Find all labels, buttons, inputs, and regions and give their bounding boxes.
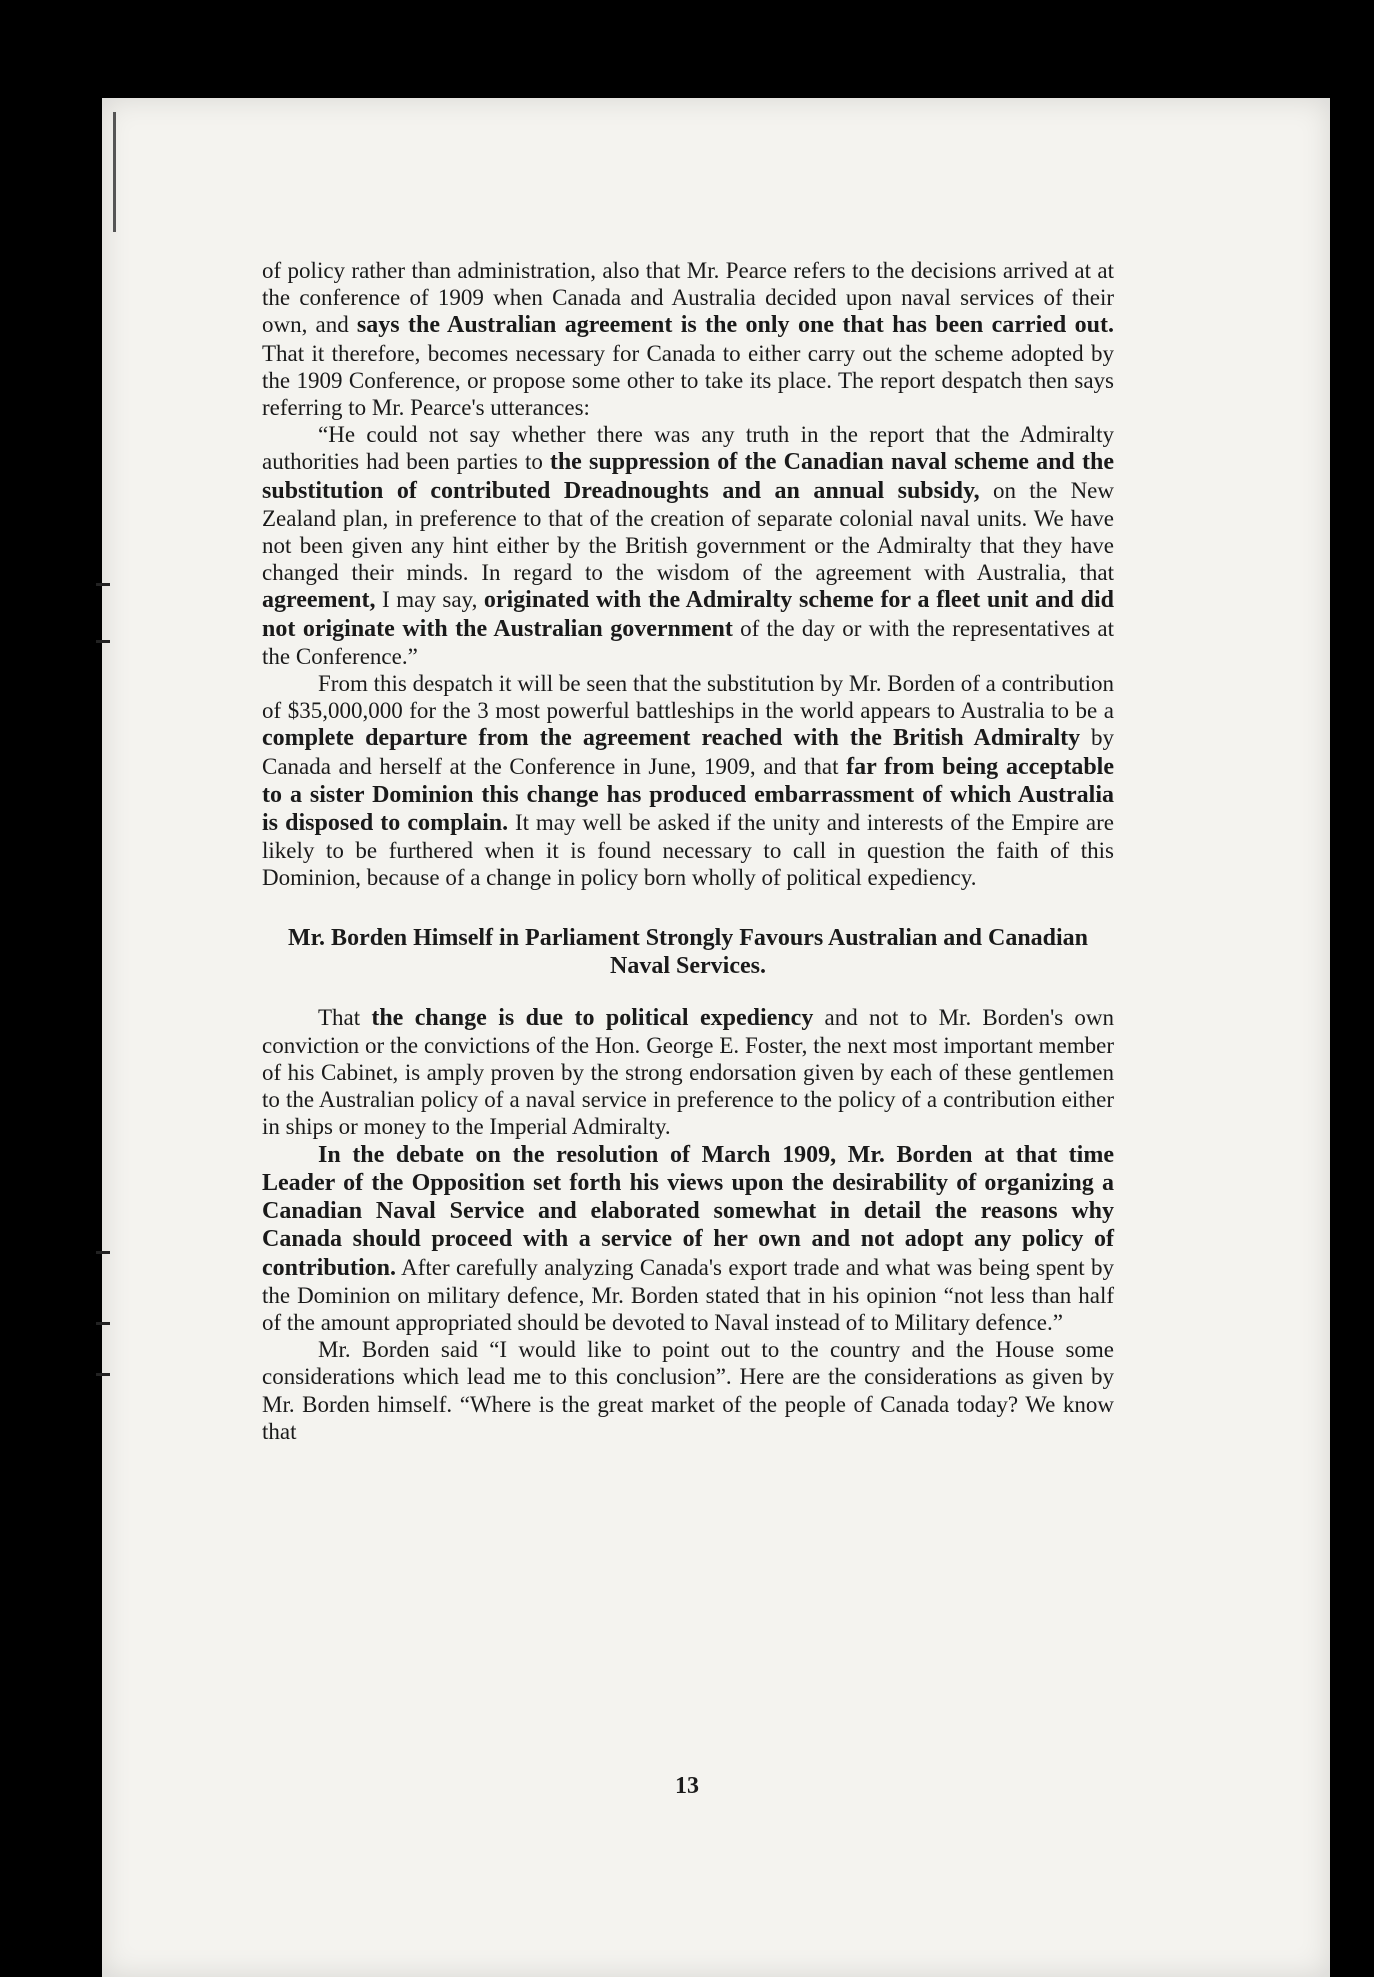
bold-text: Mr. Borden Himself in Parliament Strongly Favours Australian and Canadian Naval Services. [287, 924, 1089, 979]
bold-text: originated with the Admiralty scheme for a fleet unit and did not originate with the Australian government [262, 587, 1114, 642]
bold-text: far from being acceptable to a sister Dominion this change has produced embarrassment of which Australia is disposed to complain. [262, 753, 1114, 837]
page-number: 13 [675, 1773, 699, 1799]
margin-mark [96, 583, 110, 586]
bold-text: In the debate on the resolution of March 1909, Mr. Borden at that time Leader of the Opposition set forth his views upon the desirability of organizing a Canadian Naval Service and elaborated somewhat in detail the reasons why Canada should proceed with a service of her own and not adopt any policy of contribution. [262, 1141, 1114, 1281]
text-run: It may well be asked if the unity and interests of the Empire are likely to be furthered when it is found necessary to call in question the faith of this Dominion, because of a change in policy born wholly of political expediency. [262, 810, 1115, 891]
paragraph [262, 1141, 1114, 1336]
bold-text: the change is due to political expediency [371, 1004, 814, 1031]
text-run: That it therefore, becomes necessary for Canada to either carry out the scheme adopted by the 1909 Conference, or propose some other to take its place. The report despatch then says referring to Mr. Pearce's utterances: [262, 340, 1114, 421]
paragraph [262, 670, 1114, 892]
text-run: From this despatch it will be seen that the substitution by Mr. Borden of a contribution of $35,000,000 for the 3 most powerful battleships in the world appears to Australia to be a [262, 671, 1114, 724]
section-heading [262, 924, 1114, 980]
bold-text: says the Australian agreement is the only one that has been carried out. [356, 312, 1114, 339]
text-run: That [318, 1004, 372, 1030]
margin-mark [96, 1373, 110, 1376]
body-text [262, 257, 1114, 1445]
text-run: on the New Zealand plan, in preference to that of the creation of separate colonial naval units. We have not been given any hint either by the British government or the Admiralty that they have changed their minds. In regard to the wisdom of the agreement with Australia, that [262, 477, 1114, 586]
text-run: by Canada and herself at the Conference in June, 1909, and that [262, 725, 1115, 779]
text-run: Mr. Borden said “I would like to point out to the country and the House some considerations which lead me to this conclusion”. Here are the considerations as given by Mr. Borden himself. “Where is the great market of the people of Canada today? We know that [262, 1337, 1114, 1444]
text-run: I may say, [375, 587, 484, 613]
bold-text: agreement, [262, 587, 376, 614]
text-run: of the day or with the representatives at the Conference.” [262, 615, 1114, 669]
paragraph [262, 257, 1114, 421]
paragraph [262, 421, 1114, 670]
margin-rule [113, 112, 116, 232]
bold-text: complete departure from the agreement reached with the British Admiralty [262, 725, 1081, 752]
text-run: After carefully analyzing Canada's export trade and what was being spent by the Dominion on military defence, Mr. Borden stated that in his opinion “not less than half of the amount appropriated should be devoted to Naval instead of to Military defence.” [262, 1254, 1114, 1335]
margin-mark [96, 1251, 110, 1254]
margin-mark [96, 640, 110, 643]
paragraph [262, 1004, 1114, 1141]
paragraph [262, 1336, 1114, 1445]
text-run: and not to Mr. Borden's own conviction or the convictions of the Hon. George E. Foster, the next most important member of his Cabinet, is amply proven by the strong endorsation given by each of these gentlemen to the Australian policy of a naval service in preference to the policy of a contribution either in ships or money to the Imperial Admiralty. [262, 1004, 1114, 1140]
bold-text: the suppression of the Canadian naval scheme and the substitution of contributed Dreadnoughts and an annual subsidy, [262, 449, 1114, 504]
margin-mark [96, 1322, 110, 1325]
text-run: of policy rather than administration, also that Mr. Pearce refers to the decisions arrived at at the conference of 1909 when Canada and Australia decided upon naval services of their own, and [262, 258, 1114, 338]
text-run: “He could not say whether there was any truth in the report that the Admiralty authorities had been parties to [262, 422, 1114, 475]
